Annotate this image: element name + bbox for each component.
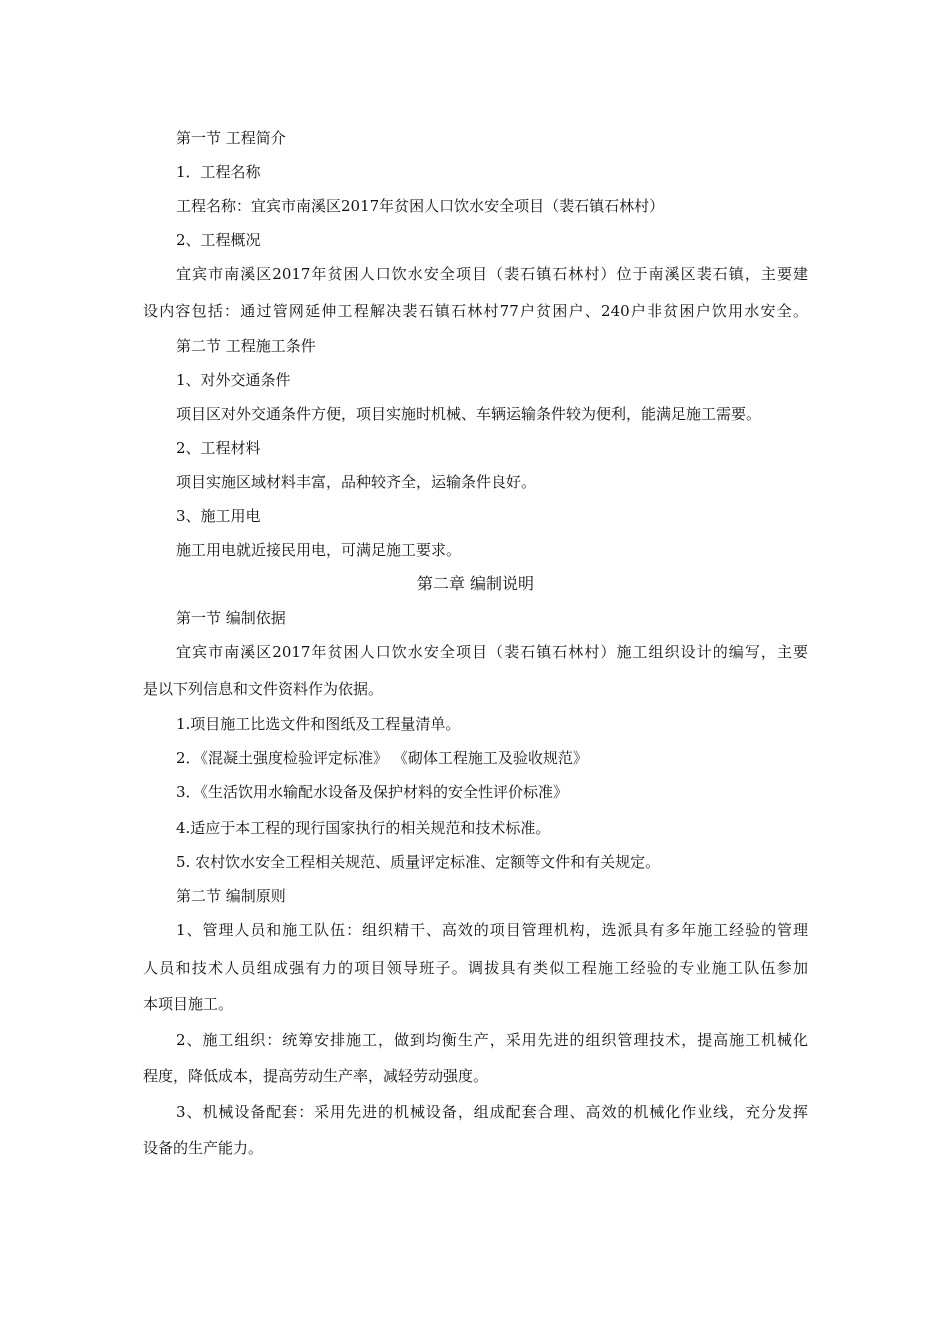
principle-paragraph-line: 程度，降低成本，提高劳动生产率，减轻劳动强度。 — [143, 1067, 489, 1085]
chapter-title: 第二章 编制说明 — [416, 574, 535, 593]
overview-paragraph-line: 设内容包括：通过管网延伸工程解决裴石镇石林村77户贫困户、240户非贫困户饮用水安全。 — [143, 302, 808, 320]
power-heading: 3、施工用电 — [176, 507, 261, 525]
basis-list-item: 1.项目施工比选文件和图纸及工程量清单。 — [176, 715, 461, 733]
basis-list-item: 2．《混凝土强度检验评定标准》 《砌体工程施工及验收规范》 — [176, 749, 588, 767]
project-name-line: 工程名称：宜宾市南溪区2017年贫困人口饮水安全项目（裴石镇石林村） — [176, 197, 665, 215]
traffic-heading: 1、对外交通条件 — [176, 371, 291, 389]
material-text: 项目实施区域材料丰富，品种较齐全，运输条件良好。 — [176, 473, 537, 491]
principle-paragraph-line: 本项目施工。 — [143, 995, 234, 1013]
item1-heading: 1．工程名称 — [176, 163, 261, 181]
section2-heading: 第二节 工程施工条件 — [176, 337, 316, 355]
section1-heading: 第一节 工程简介 — [176, 129, 286, 147]
basis-paragraph-line: 宜宾市南溪区2017年贫困人口饮水安全项目（裴石镇石林村）施工组织设计的编写，主要 — [176, 643, 808, 661]
basis-heading: 第一节 编制依据 — [176, 609, 286, 627]
power-text: 施工用电就近接民用电，可满足施工要求。 — [176, 541, 462, 559]
principle-paragraph-line: 2、施工组织：统筹安排施工，做到均衡生产，采用先进的组织管理技术，提高施工机械化 — [176, 1031, 808, 1049]
traffic-text: 项目区对外交通条件方便，项目实施时机械、车辆运输条件较为便利，能满足施工需要。 — [176, 405, 762, 423]
basis-list-item: 4.适应于本工程的现行国家执行的相关规范和技术标准。 — [176, 819, 551, 837]
overview-paragraph-line: 宜宾市南溪区2017年贫困人口饮水安全项目（裴石镇石林村）位于南溪区裴石镇，主要建 — [176, 265, 808, 283]
principle-paragraph-line: 1、管理人员和施工队伍：组织精干、高效的项目管理机构，选派具有多年施工经验的管理 — [176, 921, 808, 939]
principle-heading: 第二节 编制原则 — [176, 887, 286, 905]
material-heading: 2、工程材料 — [176, 439, 261, 457]
basis-paragraph-line: 是以下列信息和文件资料作为依据。 — [143, 680, 384, 698]
item2-heading: 2、工程概况 — [176, 231, 261, 249]
basis-list-item: 3．《生活饮用水输配水设备及保护材料的安全性评价标准》 — [176, 783, 569, 801]
principle-paragraph-line: 3、机械设备配套：采用先进的机械设备，组成配套合理、高效的机械化作业线，充分发挥 — [176, 1103, 808, 1121]
principle-paragraph-line: 人员和技术人员组成强有力的项目领导班子。调拔具有类似工程施工经验的专业施工队伍参加 — [143, 959, 808, 977]
basis-list-item: 5. 农村饮水安全工程相关规范、质量评定标准、定额等文件和有关规定。 — [176, 853, 661, 871]
principle-paragraph-line: 设备的生产能力。 — [143, 1139, 264, 1157]
